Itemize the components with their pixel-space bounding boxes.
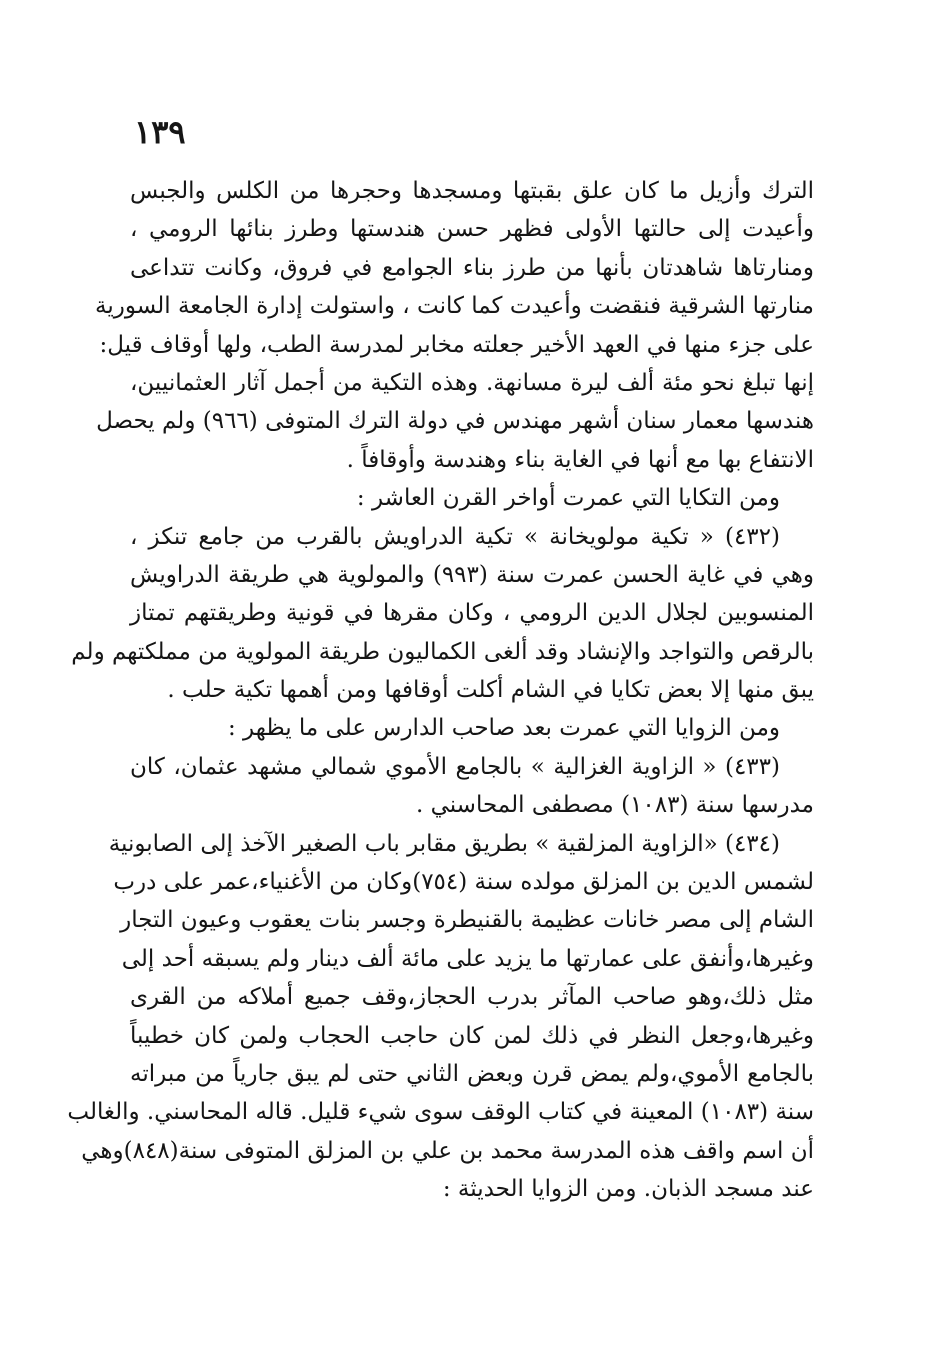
text-line: الانتفاع بها مع أنها في الغاية بناء وهندسة وأوقافاً . bbox=[346, 446, 814, 473]
body-text bbox=[67, 172, 815, 1209]
text-line: بالجامع الأموي،ولم يمض قرن وبعض الثاني حتى لم يبق جارياً من مبراته bbox=[130, 1060, 814, 1087]
text-line: الشام إلى مصر خانات عظيمة بالقنيطرة وجسر بنات يعقوب وعيون التجار bbox=[120, 907, 814, 934]
text-line: على جزء منها في العهد الأخير جعلته مخابر لمدرسة الطب، ولها أوقاف قيل: bbox=[99, 331, 814, 358]
text-line: مثل ذلك،وهو صاحب المآثر بدرب الحجاز،وقف جميع أملاكه من القرى bbox=[130, 984, 814, 1011]
text-line: أن اسم واقف هذه المدرسة محمد بن علي بن المزلق المتوفى سنة(٨٤٨)وهي bbox=[81, 1137, 814, 1164]
text-line: يبق منها إلا بعض تكايا في الشام أكلت أوقافها ومن أهمها تكية حلب . bbox=[167, 677, 814, 704]
text-line: وغيرها،وجعل النظر في ذلك لمن كان حاجب الحجاب ولمن كان خطيباً bbox=[130, 1022, 814, 1049]
text-line: وغيرها،وأنفق على عمارتها ما يزيد على مائة ألف دينار ولم يسبقه أحد إلى bbox=[121, 945, 814, 972]
text-line: بالرقص والتواجد والإنشاد وقد ألغى الكماليون طريقة المولوية من مملكتهم ولم bbox=[71, 638, 814, 665]
text-line: سنة (١٠٨٣) المعينة في كتاب الوقف سوى شيء قليل. قاله المحاسني. والغالب bbox=[67, 1099, 814, 1126]
text-line: وهي في غاية الحسن عمرت سنة (٩٩٣) والمولوية هي طريقة الدراويش bbox=[130, 561, 815, 588]
text-line: المنسوبين لجلال الدين الرومي ، وكان مقرها في قونية وطريقتهم تمتاز bbox=[130, 600, 814, 627]
page-number: ١٣٩ bbox=[134, 113, 186, 151]
text-line: (٤٣٢) « تكية مولويخانة » تكية الدراويش بالقرب من جامع تنكز ، bbox=[130, 523, 780, 550]
text-line: الترك وأزيل ما كان علق بقبتها ومسجدها وحجرها من الكلس والجبس bbox=[130, 178, 814, 204]
text-line: (٤٣٤) «الزاوية المزلقية » بطريق مقابر باب الصغير الآخذ إلى الصابونية bbox=[108, 830, 780, 857]
text-line: ومنارتاها شاهدتان بأنها من طرز بناء الجوامع في فروق، وكانت تتداعى bbox=[130, 254, 814, 281]
text-line: ومن التكايا التي عمرت أواخر القرن العاشر : bbox=[356, 485, 780, 512]
text-line: مدرسها سنة (١٠٨٣) مصطفى المحاسني . bbox=[415, 792, 814, 819]
text-line: منارتها الشرقية فنقضت وأعيدت كما كانت ، واستولت إدارة الجامعة السورية bbox=[95, 293, 814, 320]
text-line: ومن الزوايا التي عمرت بعد صاحب الدارس على ما يظهر : bbox=[227, 715, 780, 742]
text-line: إنها تبلغ نحو مئة ألف ليرة مسانهة. وهذه التكية من أجمل آثار العثمانيين، bbox=[130, 369, 814, 396]
text-line: لشمس الدين بن المزلق مولده سنة (٧٥٤)وكان من الأغنياء،عمر على درب bbox=[113, 869, 814, 896]
text-line: هندسها معمار سنان أشهر مهندس في دولة الترك المتوفى (٩٦٦) ولم يحصل bbox=[96, 408, 814, 435]
text-line: (٤٣٣) « الزاوية الغزالية » بالجامع الأموي شمالي مشهد عثمان، كان bbox=[130, 753, 780, 780]
text-line: عند مسجد الذبان. ومن الزوايا الحديثة : bbox=[442, 1176, 814, 1203]
text-line: وأعيدت إلى حالتها الأولى فظهر حسن هندستها وطرز بنائها الرومي ، bbox=[130, 216, 814, 243]
